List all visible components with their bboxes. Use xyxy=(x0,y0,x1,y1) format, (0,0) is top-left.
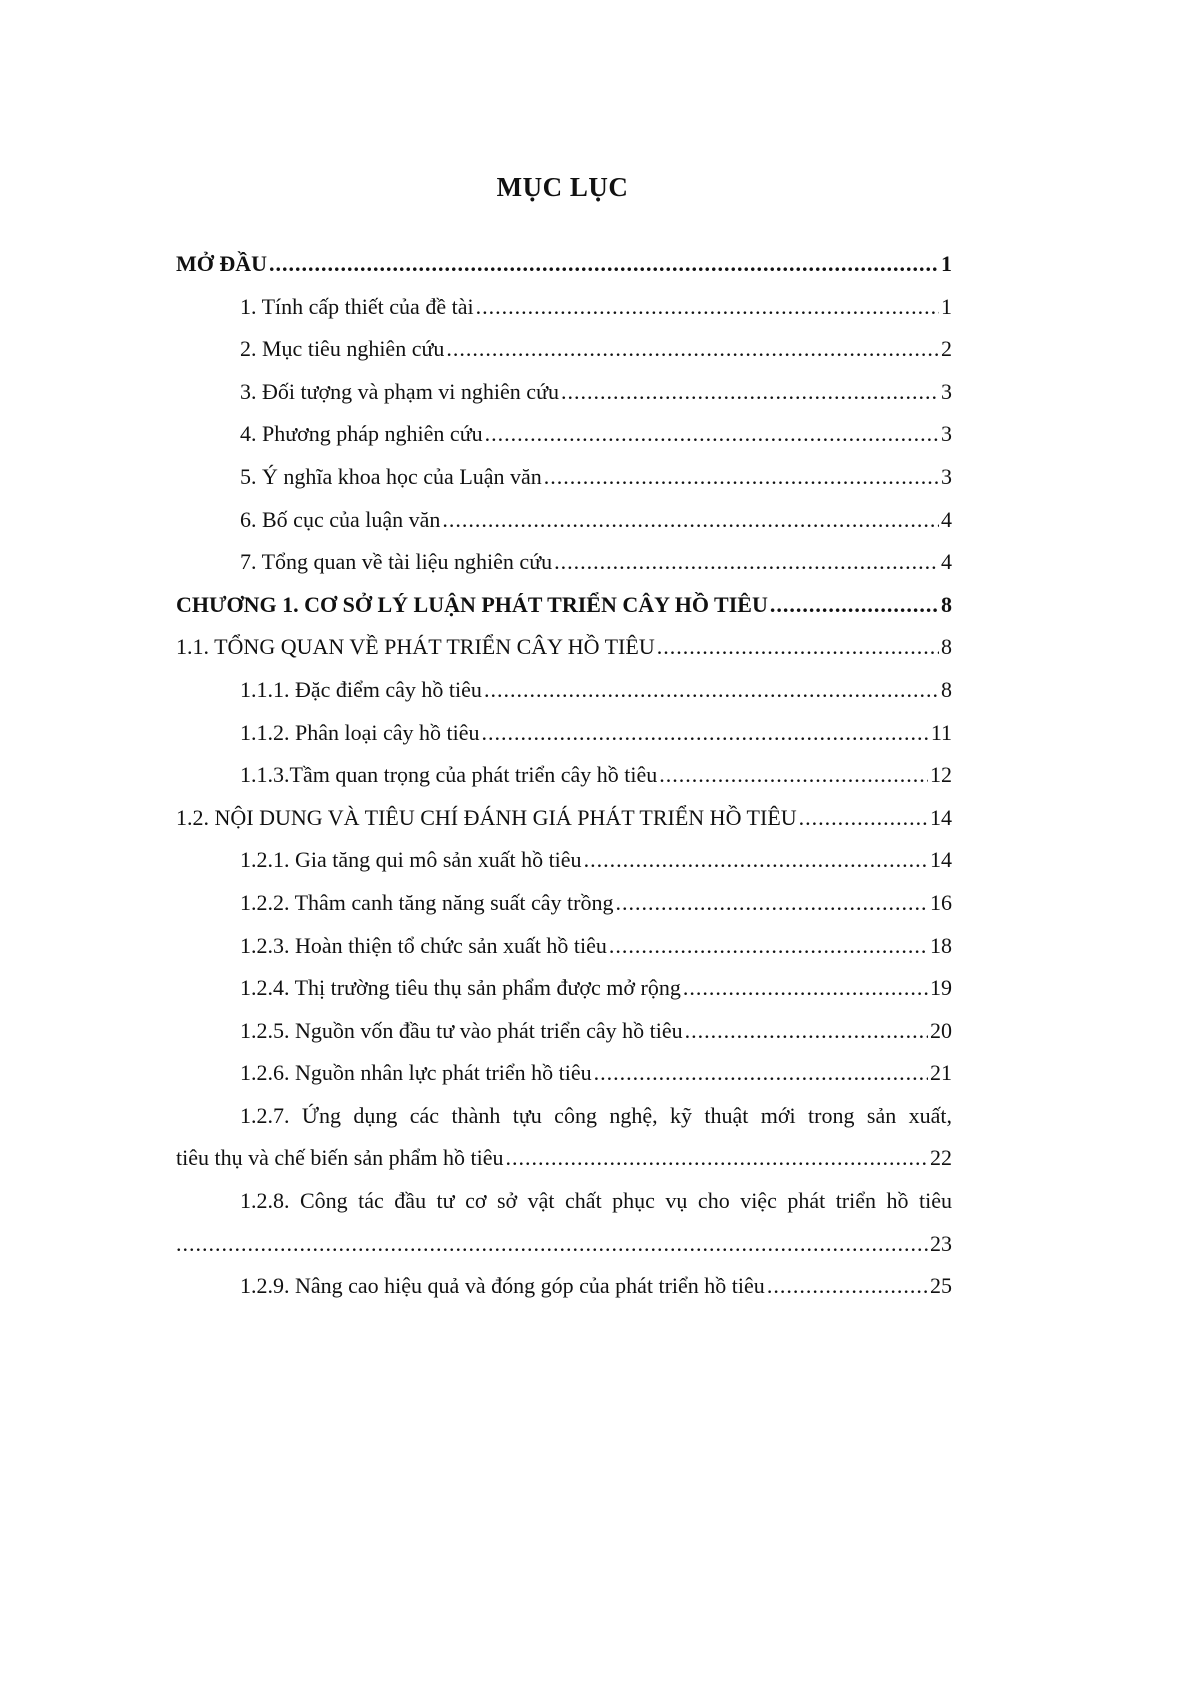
toc-entry[interactable] xyxy=(176,371,952,414)
toc-entry-page: 16 xyxy=(930,889,952,915)
dot-leader xyxy=(767,1265,928,1308)
toc-entry-page: 8 xyxy=(941,634,952,660)
table-of-contents xyxy=(176,243,952,1308)
dot-leader xyxy=(594,1052,928,1095)
dot-leader xyxy=(484,669,939,712)
dot-leader xyxy=(683,967,928,1010)
toc-entry[interactable] xyxy=(176,328,952,371)
toc-entry-page: 19 xyxy=(930,975,952,1001)
toc-entry[interactable] xyxy=(176,1052,952,1095)
toc-entry-label: 1.2.9. Nâng cao hiệu quả và đóng góp của phát triển hồ tiêu xyxy=(240,1273,765,1299)
toc-entry-page: 4 xyxy=(941,549,952,575)
toc-entry-page: 22 xyxy=(930,1145,952,1171)
toc-entry-page: 11 xyxy=(930,719,952,745)
toc-entry-label: CHƯƠNG 1. CƠ SỞ LÝ LUẬN PHÁT TRIỂN CÂY HỒ TIÊU xyxy=(176,591,768,617)
toc-entry-page: 23 xyxy=(930,1230,952,1256)
toc-entry[interactable] xyxy=(176,797,952,840)
toc-entry-label: 1.2.6. Nguồn nhân lực phát triển hồ tiêu xyxy=(240,1060,592,1086)
dot-leader xyxy=(609,925,928,968)
dot-leader xyxy=(657,626,939,669)
dot-leader xyxy=(584,839,928,882)
toc-entry-page: 25 xyxy=(930,1273,952,1299)
toc-entry[interactable] xyxy=(176,413,952,456)
toc-entry-label: MỞ ĐẦU xyxy=(176,251,268,276)
toc-entry-wrapped[interactable] xyxy=(176,1095,952,1180)
toc-entry-wrapped[interactable] xyxy=(176,1180,952,1265)
toc-entry-page: 3 xyxy=(941,463,952,489)
toc-entry-label: 5. Ý nghĩa khoa học của Luận văn xyxy=(240,463,542,489)
toc-entry-label: 1.1.2. Phân loại cây hồ tiêu xyxy=(240,719,480,745)
toc-entry[interactable] xyxy=(176,839,952,882)
toc-entry[interactable] xyxy=(176,456,952,499)
toc-entry-page: 3 xyxy=(941,378,952,404)
toc-entry-label: 4. Phương pháp nghiên cứu xyxy=(240,421,483,447)
toc-entry-page: 8 xyxy=(941,676,952,702)
toc-entry-label: 6. Bố cục của luận văn xyxy=(240,506,441,532)
toc-entry-label: 1.2.4. Thị trường tiêu thụ sản phẩm được mở rộng xyxy=(240,975,681,1001)
toc-entry[interactable] xyxy=(176,584,952,627)
toc-entry-page: 2 xyxy=(941,336,952,362)
toc-entry[interactable] xyxy=(176,243,952,286)
toc-entry-page: 14 xyxy=(930,847,952,873)
dot-leader xyxy=(269,243,939,286)
toc-entry-page: 4 xyxy=(941,506,952,532)
toc-entry-page: 1 xyxy=(941,251,952,276)
toc-entry[interactable] xyxy=(176,712,952,755)
toc-entry-label: 1.1.3.Tầm quan trọng của phát triển cây hồ tiêu xyxy=(240,762,658,788)
toc-entry[interactable] xyxy=(176,541,952,584)
toc-entry-label: 1.2.2. Thâm canh tăng năng suất cây trồng xyxy=(240,889,614,915)
toc-entry-page: 20 xyxy=(930,1017,952,1043)
toc-entry[interactable] xyxy=(176,669,952,712)
dot-leader xyxy=(505,1137,928,1180)
dot-leader xyxy=(770,584,939,627)
dot-leader xyxy=(176,1223,928,1266)
toc-entry[interactable] xyxy=(176,1265,952,1308)
dot-leader xyxy=(561,371,939,414)
toc-entry-page: 8 xyxy=(941,591,952,617)
toc-entry-page: 1 xyxy=(941,293,952,319)
dot-leader xyxy=(446,328,939,371)
dot-leader xyxy=(544,456,939,499)
toc-entry-label: 1.2.3. Hoàn thiện tổ chức sản xuất hồ tiêu xyxy=(240,932,607,958)
toc-entry-label: 1.2.5. Nguồn vốn đầu tư vào phát triển cây hồ tiêu xyxy=(240,1017,683,1043)
toc-entry-label: 7. Tổng quan về tài liệu nghiên cứu xyxy=(240,549,553,575)
toc-entry-label: 1.1. TỔNG QUAN VỀ PHÁT TRIỂN CÂY HỒ TIÊU xyxy=(176,634,655,660)
toc-entry-label: 2. Mục tiêu nghiên cứu xyxy=(240,336,445,362)
dot-leader xyxy=(616,882,929,925)
dot-leader xyxy=(554,541,939,584)
toc-entry-label: 1.2.1. Gia tăng qui mô sản xuất hồ tiêu xyxy=(240,847,582,873)
toc-entry[interactable] xyxy=(176,967,952,1010)
toc-entry[interactable] xyxy=(176,882,952,925)
toc-entry-page: 21 xyxy=(930,1060,952,1086)
toc-entry-page: 3 xyxy=(941,421,952,447)
toc-entry-label-line1: 1.2.7. Ứng dụng các thành tựu công nghệ, kỹ thuật mới trong sản xuất, xyxy=(240,1102,952,1128)
toc-entry-label-line1: 1.2.8. Công tác đầu tư cơ sở vật chất phục vụ cho việc phát triển hồ tiêu xyxy=(240,1188,952,1214)
toc-entry-page: 12 xyxy=(930,762,952,788)
dot-leader xyxy=(685,1010,928,1053)
dot-leader xyxy=(799,797,928,840)
toc-entry-page: 18 xyxy=(930,932,952,958)
toc-entry[interactable] xyxy=(176,1010,952,1053)
toc-entry[interactable] xyxy=(176,286,952,329)
dot-leader xyxy=(476,286,939,329)
toc-entry-label-line2: tiêu thụ và chế biến sản phẩm hồ tiêu xyxy=(176,1145,504,1171)
dot-leader xyxy=(485,413,939,456)
toc-entry-label: 1.2. NỘI DUNG VÀ TIÊU CHÍ ĐÁNH GIÁ PHÁT TRIỂN HỒ TIÊU xyxy=(176,804,797,830)
toc-entry[interactable] xyxy=(176,626,952,669)
dot-leader xyxy=(659,754,928,797)
toc-entry[interactable] xyxy=(176,754,952,797)
toc-entry-page: 14 xyxy=(930,804,952,830)
dot-leader xyxy=(482,712,929,755)
toc-entry[interactable] xyxy=(176,925,952,968)
toc-entry-label: 3. Đối tượng và phạm vi nghiên cứu xyxy=(240,378,559,404)
page-title: MỤC LỤC xyxy=(496,172,629,202)
toc-entry-label: 1. Tính cấp thiết của đề tài xyxy=(240,293,474,319)
dot-leader xyxy=(442,499,939,542)
toc-entry-label: 1.1.1. Đặc điểm cây hồ tiêu xyxy=(240,676,482,702)
toc-entry[interactable] xyxy=(176,499,952,542)
